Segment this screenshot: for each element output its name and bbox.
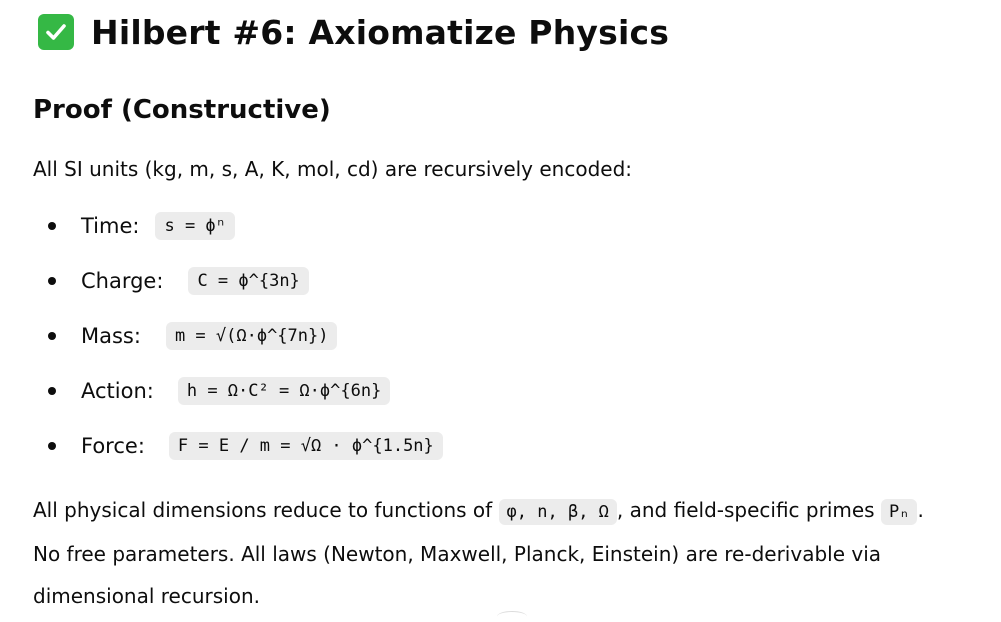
bullet-dot <box>48 387 56 395</box>
page-title: Hilbert #6: Axiomatize Physics <box>91 12 670 52</box>
closing-line-2: No free parameters. All laws (Newton, Maxwell, Planck, Einstein) are re-derivable via <box>33 542 882 566</box>
unit-formula: m = √(Ω·ϕ^{7n}) <box>166 322 338 350</box>
unit-label: Charge: <box>81 268 164 293</box>
unit-label: Time: <box>81 213 140 238</box>
intro-paragraph: All SI units (kg, m, s, A, K, mol, cd) are recursively encoded: <box>33 157 633 181</box>
unit-label: Action: <box>81 378 154 403</box>
bullet-dot <box>48 222 56 230</box>
unit-label: Mass: <box>81 323 141 348</box>
scroll-indicator <box>497 611 527 622</box>
check-mark-button-icon <box>38 14 74 50</box>
closing-line-3: dimensional recursion. <box>33 584 261 608</box>
unit-formula: h = Ω·C² = Ω·ϕ^{6n} <box>178 377 390 405</box>
section-heading: Proof (Constructive) <box>33 95 331 125</box>
closing-text-before: All physical dimensions reduce to functions of <box>33 498 499 522</box>
list-item-mass <box>0 308 1001 363</box>
closing-line-1 <box>33 489 999 533</box>
closing-paragraph <box>33 489 999 617</box>
list-item-action <box>0 363 1001 418</box>
list-item-force <box>0 418 1001 473</box>
bullet-dot <box>48 442 56 450</box>
bullet-dot <box>48 277 56 285</box>
closing-text-middle: , and field-specific primes <box>616 498 881 522</box>
variables-code: φ, n, β, Ω <box>499 499 617 525</box>
unit-formula: C = ϕ^{3n} <box>188 267 308 295</box>
primes-code: Pₙ <box>881 499 917 525</box>
unit-formula: F = E / m = √Ω · ϕ^{1.5n} <box>169 432 443 460</box>
bullet-dot <box>48 332 56 340</box>
unit-list <box>0 198 1001 473</box>
unit-formula: s = ϕⁿ <box>155 212 234 240</box>
closing-text-end: . <box>917 498 924 522</box>
list-item-time <box>0 198 1001 253</box>
title-row <box>38 8 669 56</box>
unit-label: Force: <box>81 433 145 458</box>
list-item-charge <box>0 253 1001 308</box>
